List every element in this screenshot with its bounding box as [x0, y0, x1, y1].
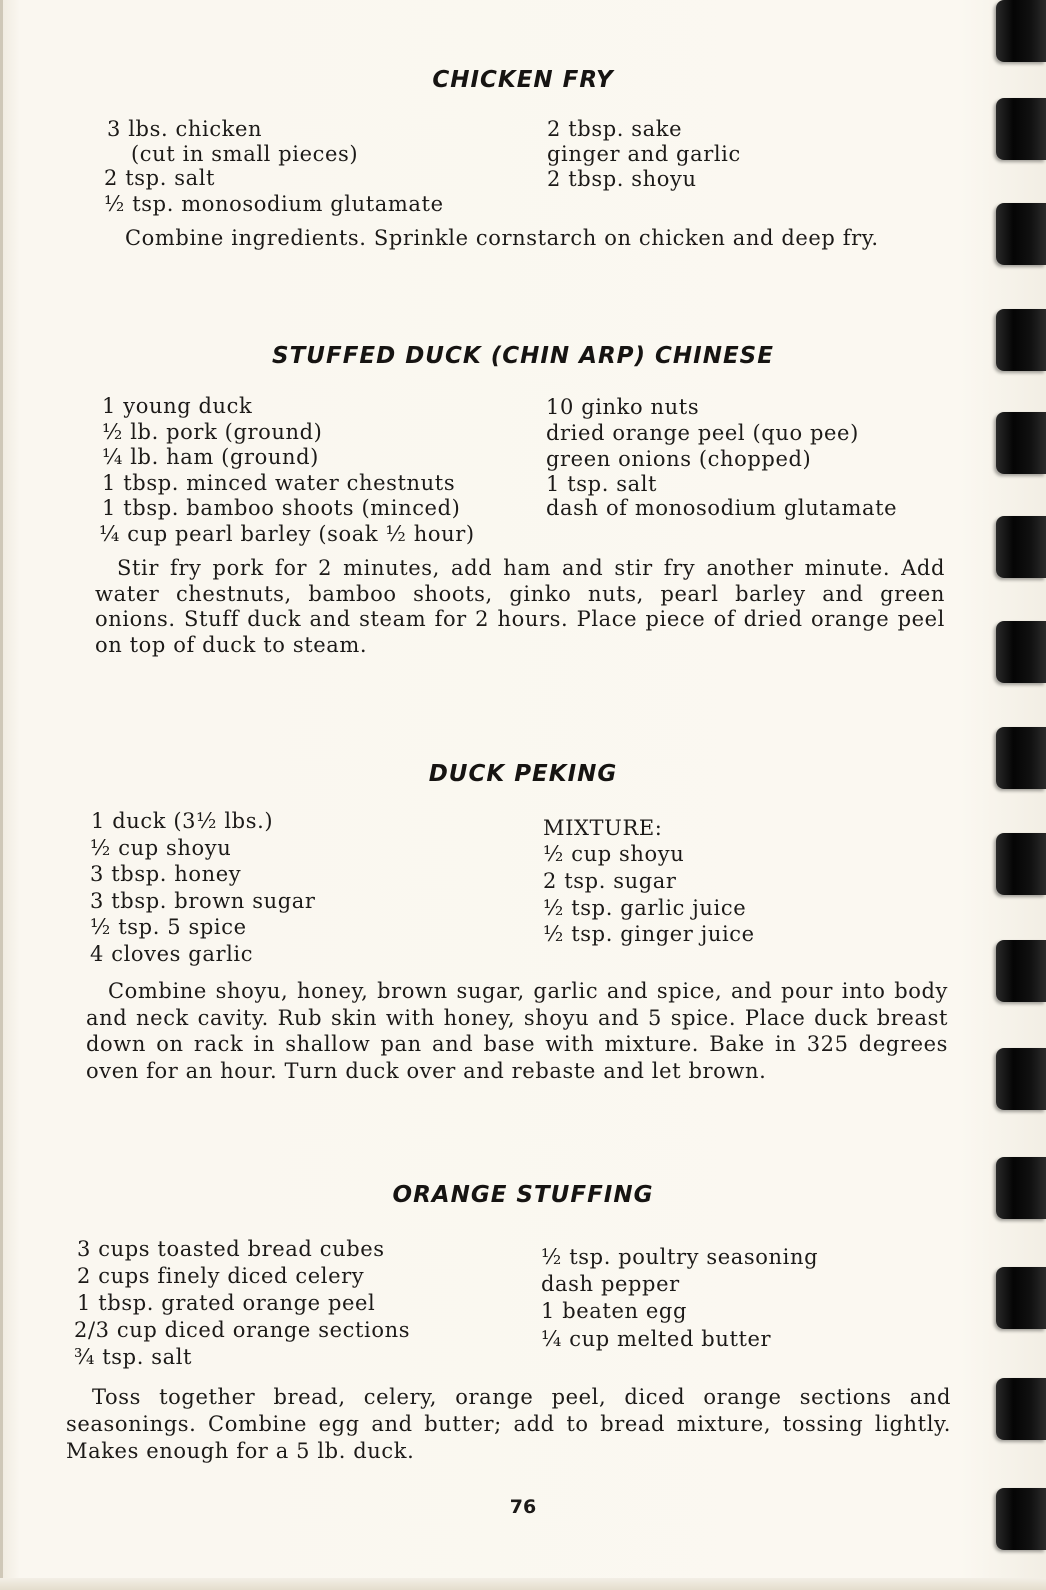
binding-ring	[996, 1157, 1046, 1219]
ingredient: 1 beaten egg	[541, 1299, 688, 1323]
ingredient: 2 tsp. salt	[104, 166, 216, 190]
recipe-directions: Combine ingredients. Sprinkle cornstarch on chicken and deep fry.	[125, 226, 879, 250]
binding-ring	[996, 1267, 1046, 1329]
ingredient: 1 tbsp. bamboo shoots (minced)	[102, 496, 461, 520]
recipe-directions: Toss together bread, celery, orange peel, diced orange sections and seasonings. Combine egg and butter; add to bread mixture, tossing lightly. Makes enough for a 5 lb. duck.	[66, 1385, 951, 1463]
ingredient: dash of monosodium glutamate	[546, 496, 898, 520]
ingredient: 3 lbs. chicken	[107, 117, 263, 141]
ingredient: ½ tsp. monosodium glutamate	[104, 192, 444, 216]
ingredient: 3 tbsp. brown sugar	[90, 889, 316, 913]
binding-ring	[996, 203, 1046, 265]
ingredient: ¼ cup pearl barley (soak ½ hour)	[99, 522, 475, 546]
recipe-title-duck-peking: DUCK PEKING	[428, 761, 618, 787]
page-bottom-edge	[0, 1578, 1046, 1590]
binding-ring	[996, 98, 1046, 160]
spiral-binding	[990, 0, 1046, 1590]
ingredient: 1 tsp. salt	[546, 472, 658, 496]
ingredient: ½ lb. pork (ground)	[102, 420, 323, 444]
ingredient: ginger and garlic	[547, 142, 741, 166]
ingredient: 1 young duck	[102, 394, 253, 418]
binding-ring	[996, 0, 1046, 62]
binding-ring	[996, 1378, 1046, 1440]
recipe-directions: Stir fry pork for 2 minutes, add ham and stir fry another minute. Add water chestnuts, bamboo shoots, ginko nuts, pearl barley and green onions. Stuff duck and steam for 2 hours. Place piece of dried orange peel on top of duck to steam.	[95, 556, 945, 657]
ingredient: MIXTURE:	[543, 816, 663, 840]
ingredient: ½ tsp. ginger juice	[543, 922, 755, 946]
ingredient: ½ cup shoyu	[543, 842, 685, 866]
ingredient: ¼ lb. ham (ground)	[102, 445, 319, 469]
ingredient: ¾ tsp. salt	[74, 1345, 193, 1369]
ingredient: 2 tsp. sugar	[543, 869, 677, 893]
ingredient: ¼ cup melted butter	[541, 1327, 772, 1351]
binding-ring	[996, 1488, 1046, 1550]
ingredient: 1 tbsp. grated orange peel	[77, 1291, 376, 1315]
ingredient: 4 cloves garlic	[90, 942, 254, 966]
ingredient: 1 tbsp. minced water chestnuts	[102, 471, 456, 495]
ingredient: 2 cups finely diced celery	[77, 1264, 365, 1288]
binding-ring	[996, 309, 1046, 371]
binding-ring	[996, 940, 1046, 1002]
ingredient: 1 duck (3½ lbs.)	[91, 809, 274, 833]
ingredient: ½ tsp. poultry seasoning	[541, 1245, 819, 1269]
recipe-title-chicken-fry: CHICKEN FRY	[432, 67, 614, 93]
ingredient: ½ cup shoyu	[90, 836, 232, 860]
ingredient: 2 tbsp. sake	[547, 117, 683, 141]
recipe-title-orange-stuffing: ORANGE STUFFING	[392, 1182, 654, 1208]
binding-ring	[996, 727, 1046, 789]
ingredient: 2/3 cup diced orange sections	[74, 1318, 411, 1342]
ingredient: ½ tsp. 5 spice	[90, 915, 247, 939]
ingredient: green onions (chopped)	[546, 447, 812, 471]
ingredient: 3 cups toasted bread cubes	[77, 1237, 385, 1261]
ingredient: dash pepper	[541, 1272, 680, 1296]
page-number: 76	[509, 1496, 537, 1518]
binding-ring	[996, 1048, 1046, 1110]
binding-ring	[996, 412, 1046, 474]
recipe-directions: Combine shoyu, honey, brown sugar, garlic and spice, and pour into body and neck cavity. Rub skin with honey, shoyu and 5 spice. Place duck breast down on rack in shallow pan and base with mixture. Bake in 325 degrees oven for an hour. Turn duck over and rebaste and let brown.	[86, 979, 948, 1083]
page-left-edge	[0, 0, 3, 1590]
ingredient: 2 tbsp. shoyu	[547, 167, 697, 191]
ingredient: 3 tbsp. honey	[90, 862, 242, 886]
ingredient: dried orange peel (quo pee)	[546, 421, 859, 445]
binding-ring	[996, 516, 1046, 578]
ingredient: (cut in small pieces)	[131, 142, 359, 166]
binding-ring	[996, 621, 1046, 683]
binding-ring	[996, 833, 1046, 895]
ingredient: 10 ginko nuts	[546, 395, 700, 419]
ingredient: ½ tsp. garlic juice	[543, 896, 747, 920]
recipe-title-stuffed-duck: STUFFED DUCK (CHIN ARP) CHINESE	[272, 343, 774, 369]
